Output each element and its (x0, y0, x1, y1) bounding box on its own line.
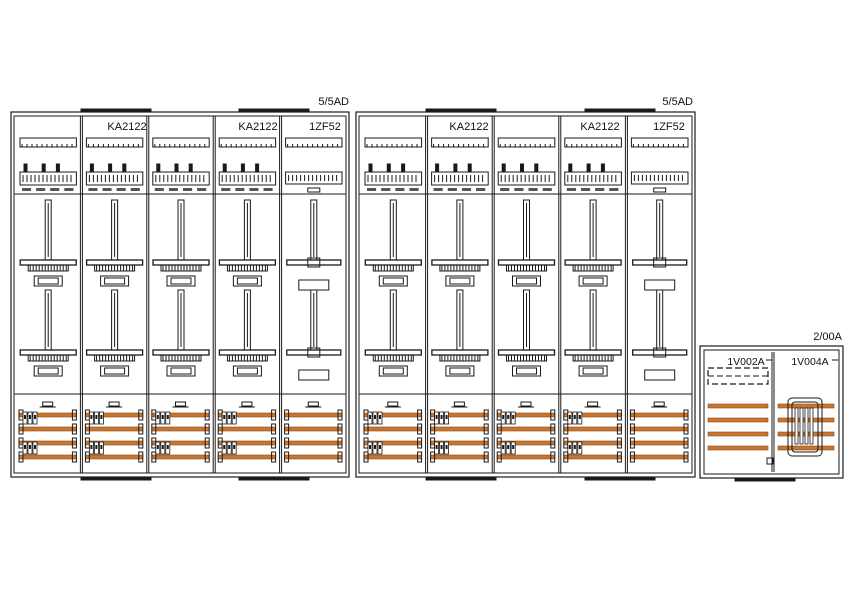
socket-inner (383, 278, 403, 284)
breaker-lever (90, 415, 92, 419)
socket-block (299, 370, 329, 380)
meter-scale (286, 138, 342, 147)
meter-scale (631, 138, 688, 147)
socket-inner (105, 278, 125, 284)
field-2 (426, 116, 489, 473)
terminal-strip (219, 172, 275, 185)
field-4 (559, 116, 622, 473)
terminal-strip (153, 172, 209, 185)
connector (500, 188, 509, 191)
busbar-section (85, 402, 142, 462)
connector (22, 188, 31, 191)
busbar (85, 427, 142, 431)
connector (543, 188, 552, 191)
meter-mounting-unit (432, 200, 488, 286)
connector (88, 188, 97, 191)
meter-scale (432, 138, 489, 147)
crossbar (499, 260, 555, 265)
socket-inner (517, 368, 537, 374)
small-cabinet-left-label: 1V002A (727, 356, 765, 368)
terminal-clip (42, 164, 45, 172)
terminal-clip (223, 164, 226, 172)
socket-inner (237, 278, 257, 284)
terminal-clip (369, 164, 372, 172)
breaker-lever (223, 415, 225, 419)
busbar (564, 455, 622, 459)
meter-scale (20, 138, 76, 147)
busbar (152, 427, 209, 431)
crossbar (432, 350, 488, 355)
busbar (285, 427, 342, 431)
busbar (708, 432, 768, 436)
terminal-strip (286, 172, 342, 184)
breaker-lever (24, 445, 26, 449)
socket-inner (450, 368, 470, 374)
terminal-clip (468, 164, 471, 172)
connector (264, 188, 273, 191)
socket-block (645, 280, 675, 290)
busbar (431, 455, 489, 459)
meter-mounting-unit (432, 290, 488, 376)
meter-mounting-unit (287, 200, 341, 290)
meter-scale (219, 138, 275, 147)
fuse (805, 408, 808, 444)
breaker-lever (34, 445, 36, 449)
breaker-lever (162, 445, 164, 449)
connector-row (88, 188, 139, 191)
connector (395, 188, 404, 191)
breaker-lever (369, 445, 371, 449)
meter-mounting-unit (365, 200, 421, 286)
crossbar (633, 260, 687, 265)
terminal-strip (565, 172, 622, 185)
breaker-lever (574, 445, 576, 449)
meter-mounting-unit (565, 200, 621, 286)
breaker-lever (100, 415, 102, 419)
busbar (85, 455, 142, 459)
marker (521, 402, 531, 406)
connector (50, 188, 59, 191)
connector (476, 188, 485, 191)
busbar (364, 455, 422, 459)
breaker-lever (157, 445, 159, 449)
busbar (152, 455, 209, 459)
terminal-strip (20, 172, 76, 185)
terminal-clip (189, 164, 192, 172)
socket-inner (171, 368, 191, 374)
cabinet-inner-frame (14, 116, 346, 473)
breaker-lever (579, 415, 581, 419)
connector (64, 188, 73, 191)
meter-mounting-unit (633, 290, 687, 380)
connector (462, 188, 471, 191)
crossbar (287, 350, 341, 355)
cabinet-outer-frame (11, 112, 349, 477)
cabinet-2-field-5-label: 1ZF52 (653, 121, 685, 133)
connector (117, 188, 126, 191)
fuse (795, 408, 798, 444)
small-cabinet-rating: 2/00A (813, 331, 842, 343)
marker (43, 402, 53, 406)
terminal-clip (436, 164, 439, 172)
socket-inner (383, 368, 403, 374)
busbar-section (564, 402, 622, 462)
crossbar (153, 350, 209, 355)
meter-mounting-unit (633, 200, 687, 290)
terminal-clip (569, 164, 572, 172)
breaker-lever (157, 415, 159, 419)
busbar (778, 446, 834, 450)
terminal-clip (175, 164, 178, 172)
connector-row (567, 188, 619, 191)
busbar (431, 427, 489, 431)
terminal-clip (123, 164, 126, 172)
connector-row (22, 188, 73, 191)
breaker-lever (507, 445, 509, 449)
crossbar (365, 350, 421, 355)
breaker-lever (574, 415, 576, 419)
terminal-clip (387, 164, 390, 172)
breaker-lever (167, 445, 169, 449)
connector (529, 188, 538, 191)
busbar-section (431, 402, 489, 462)
connector (155, 188, 164, 191)
breaker-lever (441, 415, 443, 419)
terminal-strip (631, 172, 688, 184)
bottom-flange (585, 477, 655, 480)
terminal-strip (86, 172, 142, 185)
meter-mounting-unit (87, 290, 143, 376)
connector-row (367, 188, 419, 191)
bottom-flange (239, 477, 309, 480)
crossbar (499, 350, 555, 355)
busbar (708, 418, 768, 422)
marker (588, 402, 598, 406)
breaker-lever (162, 415, 164, 419)
socket-inner (237, 368, 257, 374)
meter-mounting-unit (20, 200, 76, 286)
connector-row (221, 188, 272, 191)
socket-inner (517, 278, 537, 284)
terminal-clip (90, 164, 93, 172)
connector (567, 188, 576, 191)
top-flange (81, 109, 151, 112)
busbar (19, 427, 76, 431)
crossbar (432, 260, 488, 265)
connector (249, 188, 258, 191)
socket-inner (38, 368, 58, 374)
terminal-clip (56, 164, 59, 172)
socket-inner (583, 278, 603, 284)
terminal-clip (109, 164, 112, 172)
busbar (285, 413, 342, 417)
connector (595, 188, 604, 191)
breaker-lever (95, 415, 97, 419)
crossbar (87, 350, 143, 355)
connector (36, 188, 45, 191)
busbar (630, 427, 688, 431)
cabinet-2-field-4-label: KA2122 (580, 121, 620, 133)
crossbar (287, 260, 341, 265)
connector (197, 188, 206, 191)
connector (367, 188, 376, 191)
cabinet-1-field-2-label: KA2122 (107, 121, 147, 133)
socket-inner (583, 368, 603, 374)
breaker-lever (502, 415, 504, 419)
terminal-clip (241, 164, 244, 172)
meter-scale (153, 138, 209, 147)
marker (308, 188, 320, 192)
breaker-lever (34, 415, 36, 419)
meter-mounting-unit (219, 200, 275, 286)
connector (221, 188, 230, 191)
busbar (778, 404, 834, 408)
busbar (218, 427, 275, 431)
busbar-section (19, 402, 76, 462)
cabinet-1-field-4-label: KA2122 (238, 121, 278, 133)
top-flange (426, 109, 496, 112)
breaker-lever (512, 445, 514, 449)
busbar-section (364, 402, 422, 462)
breaker-lever (90, 445, 92, 449)
terminal-clip (402, 164, 405, 172)
busbar (19, 455, 76, 459)
busbar (708, 446, 768, 450)
socket-inner (450, 278, 470, 284)
connector (514, 188, 523, 191)
terminal-clip (521, 164, 524, 172)
field-3 (492, 116, 555, 473)
meter-scale (86, 138, 142, 147)
busbar (218, 455, 275, 459)
breaker-lever (379, 415, 381, 419)
breaker-lever (228, 415, 230, 419)
connector (131, 188, 140, 191)
cabinet-2-field-2-label: KA2122 (449, 121, 489, 133)
breaker-lever (100, 445, 102, 449)
top-flange (585, 109, 655, 112)
breaker-lever (233, 415, 235, 419)
cabinet-outer-frame (356, 112, 695, 477)
busbar (630, 413, 688, 417)
meter-mounting-unit (219, 290, 275, 376)
busbar (630, 441, 688, 445)
crossbar (20, 260, 76, 265)
busbar (364, 427, 422, 431)
cabinet-2-rating: 5/5AD (662, 96, 693, 108)
connector-row (155, 188, 206, 191)
terminal-strip (498, 172, 555, 185)
meter-mounting-unit (20, 290, 76, 376)
marker (176, 402, 186, 406)
breaker-lever (29, 445, 31, 449)
breaker-lever (512, 415, 514, 419)
bottom-flange (81, 477, 151, 480)
breaker-lever (374, 445, 376, 449)
breaker-lever (569, 415, 571, 419)
bottom-flange (735, 478, 795, 481)
crossbar (219, 260, 275, 265)
meter-scale (365, 138, 422, 147)
connector (183, 188, 192, 191)
field-2 (80, 116, 142, 473)
breaker-lever (95, 445, 97, 449)
breaker-lever (374, 415, 376, 419)
breaker-lever (223, 445, 225, 449)
crossbar (633, 350, 687, 355)
meter-mounting-unit (565, 290, 621, 376)
busbar (564, 427, 622, 431)
connector (103, 188, 112, 191)
socket-inner (171, 278, 191, 284)
busbar-section (152, 402, 209, 462)
cabinet-1 (11, 109, 349, 480)
breaker-lever (24, 415, 26, 419)
top-flange (239, 109, 309, 112)
breaker-lever (233, 445, 235, 449)
connector (581, 188, 590, 191)
terminal-strip (432, 172, 489, 185)
breaker-lever (441, 445, 443, 449)
cabinet-1-rating: 5/5AD (318, 96, 349, 108)
socket-block (299, 280, 329, 290)
meter-mounting-unit (499, 290, 555, 376)
busbar (630, 455, 688, 459)
fuse (810, 408, 813, 444)
busbar (285, 455, 342, 459)
frames-layer (11, 109, 843, 481)
terminal-clip (256, 164, 259, 172)
breaker-lever (446, 415, 448, 419)
breaker-lever (446, 445, 448, 449)
terminal-clip (601, 164, 604, 172)
cabinet-inner-frame (359, 116, 692, 473)
marker (654, 402, 664, 406)
breaker-lever (379, 445, 381, 449)
busbar-section (218, 402, 275, 462)
terminal-clip (157, 164, 160, 172)
meter-scale (498, 138, 555, 147)
crossbar (20, 350, 76, 355)
fuse (800, 408, 803, 444)
meter-mounting-unit (87, 200, 143, 286)
terminal-clip (587, 164, 590, 172)
busbar (708, 404, 768, 408)
small-cabinet-right-label: 1V004A (791, 356, 829, 368)
terminal-clip (502, 164, 505, 172)
field-4 (213, 116, 278, 473)
socket-inner (105, 368, 125, 374)
socket-inner (38, 278, 58, 284)
crossbar (87, 260, 143, 265)
meter-mounting-unit (287, 290, 341, 380)
breaker-lever (507, 415, 509, 419)
connector (235, 188, 244, 191)
connector (381, 188, 390, 191)
socket-block (645, 370, 675, 380)
bottom-flange (426, 477, 496, 480)
marker (242, 402, 252, 406)
terminal-clip (454, 164, 457, 172)
meter-scale (565, 138, 622, 147)
marker (454, 402, 464, 406)
terminal-strip (365, 172, 422, 185)
marker (308, 402, 318, 406)
connector (448, 188, 457, 191)
busbar-section (497, 402, 555, 462)
busbar (497, 427, 555, 431)
breaker-lever (502, 445, 504, 449)
meter-mounting-unit (499, 200, 555, 286)
breaker-lever (29, 415, 31, 419)
breaker-lever (436, 415, 438, 419)
crossbar (153, 260, 209, 265)
crossbar (565, 260, 621, 265)
terminal-clip (24, 164, 27, 172)
marker (109, 402, 119, 406)
field-1 (364, 138, 422, 462)
meter-mounting-unit (365, 290, 421, 376)
connector (409, 188, 418, 191)
breaker-lever (369, 415, 371, 419)
breaker-lever (228, 445, 230, 449)
busbar-section (630, 402, 688, 462)
crossbar (365, 260, 421, 265)
field-1 (19, 138, 76, 462)
connector-row (434, 188, 486, 191)
connector (609, 188, 618, 191)
connector-row (500, 188, 552, 191)
meter-mounting-unit (153, 290, 209, 376)
cabinet-1-field-5-label: 1ZF52 (309, 121, 341, 133)
terminal-clip (535, 164, 538, 172)
busbar-section (285, 402, 342, 462)
breaker-lever (579, 445, 581, 449)
cabinet-2 (356, 109, 695, 480)
connector (434, 188, 443, 191)
field-5 (625, 116, 688, 473)
field-5 (280, 116, 342, 473)
field-3 (147, 116, 209, 473)
marker (388, 402, 398, 406)
connector (169, 188, 178, 191)
crossbar (219, 350, 275, 355)
labels-layer (107, 96, 842, 368)
breaker-lever (167, 415, 169, 419)
busbar (497, 455, 555, 459)
marker (654, 188, 666, 192)
breaker-lever (569, 445, 571, 449)
meter-mounting-unit (153, 200, 209, 286)
busbar (285, 441, 342, 445)
crossbar (565, 350, 621, 355)
breaker-lever (436, 445, 438, 449)
